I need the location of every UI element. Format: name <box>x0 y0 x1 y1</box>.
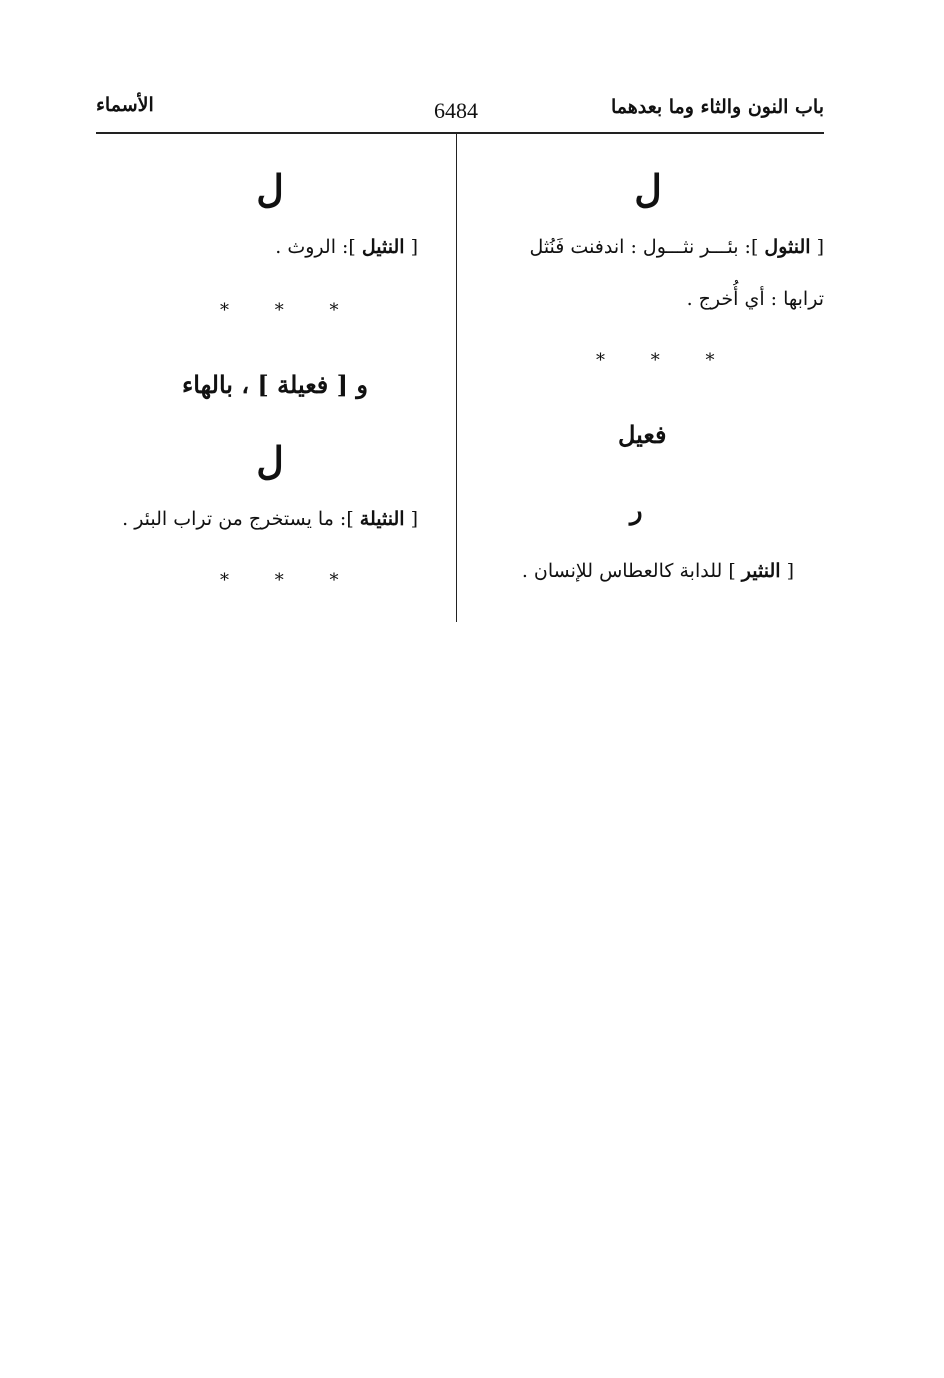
bracket: [ <box>404 236 418 258</box>
entry-term: النثير <box>741 560 781 582</box>
entry-term: النثيل <box>361 236 405 258</box>
entry-term: النثول <box>764 236 811 258</box>
pattern-heading <box>182 370 368 399</box>
bracket: ] <box>348 236 362 258</box>
bracket: ] <box>722 560 742 582</box>
entry-term: النثيلة <box>359 508 405 530</box>
letter-heading: ل <box>634 166 662 211</box>
running-header <box>96 92 824 132</box>
bracket: [ <box>810 236 824 258</box>
pattern-heading: فعيل <box>618 420 667 449</box>
entry-line <box>122 508 418 531</box>
bracket: [ <box>780 560 794 582</box>
entry-text: : ما يستخرج من تراب البئر . <box>122 508 347 530</box>
letter-heading: ل <box>256 166 284 211</box>
letter-heading: ر <box>630 496 643 526</box>
entry-line <box>522 560 794 583</box>
bracket: [ <box>404 508 418 530</box>
entry-line-continued: ترابها : أي أُخرج . <box>686 288 824 310</box>
separator-stars: * * * <box>220 570 359 591</box>
pattern-term: فعيلة <box>277 370 329 399</box>
entry-text: : الروث . <box>275 236 349 258</box>
page-number: 6484 <box>434 98 478 123</box>
entry-line <box>529 236 824 259</box>
separator-stars: * * * <box>596 350 735 371</box>
bracket: ] <box>750 236 765 258</box>
separator-stars: * * * <box>220 300 359 321</box>
letter-heading: ل <box>256 438 284 483</box>
entry-line <box>275 236 418 259</box>
header-rule <box>96 132 824 134</box>
pattern-suffix: ] ، بالهاء <box>182 370 269 399</box>
entry-text: : بئـــر نثـــول : اندفنت فَنُثل <box>529 236 751 258</box>
section-title: باب النون والثاء وما بعدهما <box>610 96 824 118</box>
pattern-prefix: و [ <box>336 370 368 399</box>
bracket: ] <box>346 508 360 530</box>
column-divider <box>456 134 457 622</box>
category-title: الأسماء <box>96 94 154 116</box>
entry-text: للدابة كالعطاس للإنسان . <box>521 560 723 582</box>
